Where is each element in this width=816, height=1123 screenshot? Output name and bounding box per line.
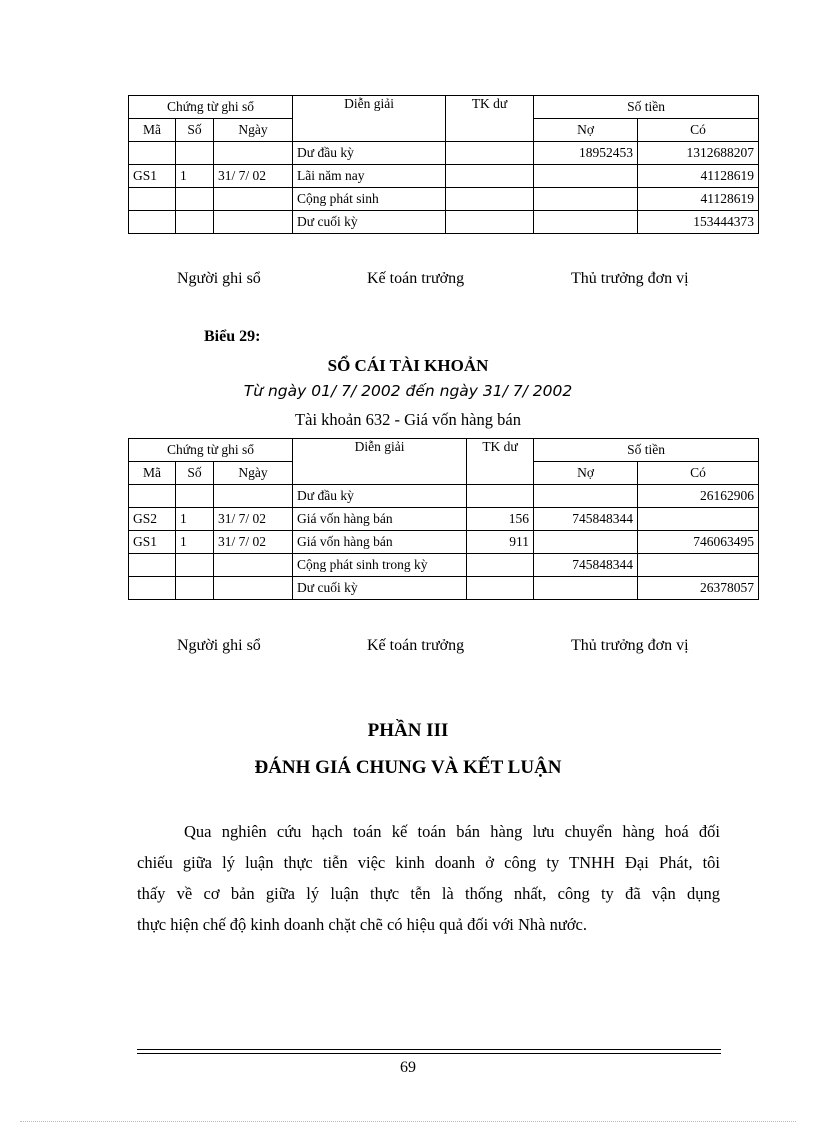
cell-tk: 156	[467, 508, 534, 531]
cell-ma: GS1	[129, 531, 176, 554]
cell-ngay: 31/ 7/ 02	[214, 508, 293, 531]
signature-thu-truong: Thủ trưởng đơn vị	[571, 637, 689, 654]
section-part: PHẦN III	[367, 720, 449, 741]
table-row	[129, 554, 759, 577]
cell-no	[534, 577, 638, 600]
paragraph-line: chiếu giữa lý luận thực tiễn việc kinh doanh ở công ty TNHH Đại Phát, tôi	[137, 853, 720, 872]
cell-dien-giai: Dư đầu kỳ	[293, 485, 467, 508]
cell-ngay	[214, 211, 293, 234]
header-dien-giai: Diễn giải	[293, 439, 467, 485]
footer-rule-top	[137, 1049, 721, 1050]
cell-no: 18952453	[534, 142, 638, 165]
header-chung-tu: Chứng từ ghi sổ	[129, 439, 293, 462]
table-row	[129, 211, 759, 234]
page-number: 69	[400, 1059, 416, 1076]
cell-ngay	[214, 485, 293, 508]
header-co: Có	[638, 119, 759, 142]
signature-thu-truong: Thủ trưởng đơn vị	[571, 270, 689, 287]
table-row	[129, 188, 759, 211]
ledger-table-2	[128, 438, 759, 600]
signature-ke-toan-truong: Kế toán trưởng	[367, 637, 465, 654]
page-edge-divider	[20, 1121, 796, 1122]
cell-co: 746063495	[638, 531, 759, 554]
cell-tk	[467, 485, 534, 508]
section-title: ĐÁNH GIÁ CHUNG VÀ KẾT LUẬN	[254, 757, 562, 778]
cell-ma	[129, 577, 176, 600]
paragraph-line: thực hiện chế độ kinh doanh chặt chẽ có hiệu quả đối với Nhà nước.	[137, 915, 587, 934]
cell-dien-giai: Giá vốn hàng bán	[293, 508, 467, 531]
cell-no: 745848344	[534, 554, 638, 577]
cell-co: 26162906	[638, 485, 759, 508]
cell-tk	[446, 165, 534, 188]
cell-co: 41128619	[638, 188, 759, 211]
cell-so: 1	[176, 508, 214, 531]
cell-so	[176, 554, 214, 577]
cell-tk	[446, 188, 534, 211]
cell-ma	[129, 142, 176, 165]
cell-no	[534, 531, 638, 554]
cell-so	[176, 577, 214, 600]
cell-ngay	[214, 142, 293, 165]
signature-ke-toan-truong: Kế toán trưởng	[367, 270, 465, 287]
cell-co: 1312688207	[638, 142, 759, 165]
table-header-row	[129, 96, 759, 119]
cell-ma	[129, 211, 176, 234]
cell-dien-giai: Cộng phát sinh	[293, 188, 446, 211]
footer-rule-bottom	[137, 1053, 721, 1054]
header-so: Số	[176, 119, 214, 142]
table-row	[129, 531, 759, 554]
cell-ngay	[214, 577, 293, 600]
cell-no	[534, 188, 638, 211]
cell-tk	[446, 211, 534, 234]
cell-so	[176, 211, 214, 234]
cell-tk	[467, 577, 534, 600]
header-tk-du: TK dư	[467, 439, 534, 485]
cell-dien-giai: Dư cuối kỳ	[293, 577, 467, 600]
ledger-date-range: Từ ngày 01/ 7/ 2002 đến ngày 31/ 7/ 2002	[243, 382, 573, 400]
cell-no	[534, 485, 638, 508]
cell-dien-giai: Dư đầu kỳ	[293, 142, 446, 165]
table-row	[129, 485, 759, 508]
header-chung-tu: Chứng từ ghi sổ	[129, 96, 293, 119]
header-co: Có	[638, 462, 759, 485]
cell-ma	[129, 554, 176, 577]
cell-co	[638, 554, 759, 577]
conclusion-paragraph	[137, 816, 720, 940]
table-row	[129, 508, 759, 531]
cell-so: 1	[176, 531, 214, 554]
cell-dien-giai: Cộng phát sinh trong kỳ	[293, 554, 467, 577]
signature-nguoi-ghi-so: Người ghi sổ	[177, 637, 261, 654]
cell-so: 1	[176, 165, 214, 188]
header-dien-giai: Diễn giải	[293, 96, 446, 142]
bieu-label: Biểu 29:	[204, 328, 261, 345]
cell-ma	[129, 485, 176, 508]
cell-ngay	[214, 554, 293, 577]
cell-so	[176, 142, 214, 165]
paragraph-line: thấy về cơ bản giữa lý luận thực tễn là thống nhất, công ty đã vận dụng	[137, 884, 720, 903]
header-ma: Mã	[129, 119, 176, 142]
cell-so	[176, 188, 214, 211]
cell-so	[176, 485, 214, 508]
cell-co	[638, 508, 759, 531]
table-header-row	[129, 439, 759, 462]
cell-co: 26378057	[638, 577, 759, 600]
cell-no	[534, 165, 638, 188]
header-tk-du: TK dư	[446, 96, 534, 142]
table-row	[129, 577, 759, 600]
cell-co: 153444373	[638, 211, 759, 234]
signature-nguoi-ghi-so: Người ghi sổ	[177, 270, 261, 287]
header-ma: Mã	[129, 462, 176, 485]
cell-ngay	[214, 188, 293, 211]
cell-tk: 911	[467, 531, 534, 554]
cell-no	[534, 211, 638, 234]
ledger-account: Tài khoản 632 - Giá vốn hàng bán	[295, 410, 521, 429]
header-so: Số	[176, 462, 214, 485]
header-no: Nợ	[534, 119, 638, 142]
cell-ngay: 31/ 7/ 02	[214, 165, 293, 188]
cell-no: 745848344	[534, 508, 638, 531]
header-ngay: Ngày	[214, 462, 293, 485]
cell-ma: GS1	[129, 165, 176, 188]
cell-dien-giai: Giá vốn hàng bán	[293, 531, 467, 554]
cell-dien-giai: Dư cuối kỳ	[293, 211, 446, 234]
cell-ma: GS2	[129, 508, 176, 531]
header-so-tien: Số tiền	[534, 96, 759, 119]
cell-ngay: 31/ 7/ 02	[214, 531, 293, 554]
cell-co: 41128619	[638, 165, 759, 188]
ledger-title: SỔ CÁI TÀI KHOẢN	[327, 356, 489, 375]
ledger-table-1	[128, 95, 759, 234]
cell-tk	[446, 142, 534, 165]
cell-ma	[129, 188, 176, 211]
header-ngay: Ngày	[214, 119, 293, 142]
table-row	[129, 142, 759, 165]
header-no: Nợ	[534, 462, 638, 485]
cell-tk	[467, 554, 534, 577]
paragraph-line: Qua nghiên cứu hạch toán kế toán bán hàng lưu chuyển hàng hoá đối	[184, 822, 720, 841]
cell-dien-giai: Lãi năm nay	[293, 165, 446, 188]
table-row	[129, 165, 759, 188]
header-so-tien: Số tiền	[534, 439, 759, 462]
